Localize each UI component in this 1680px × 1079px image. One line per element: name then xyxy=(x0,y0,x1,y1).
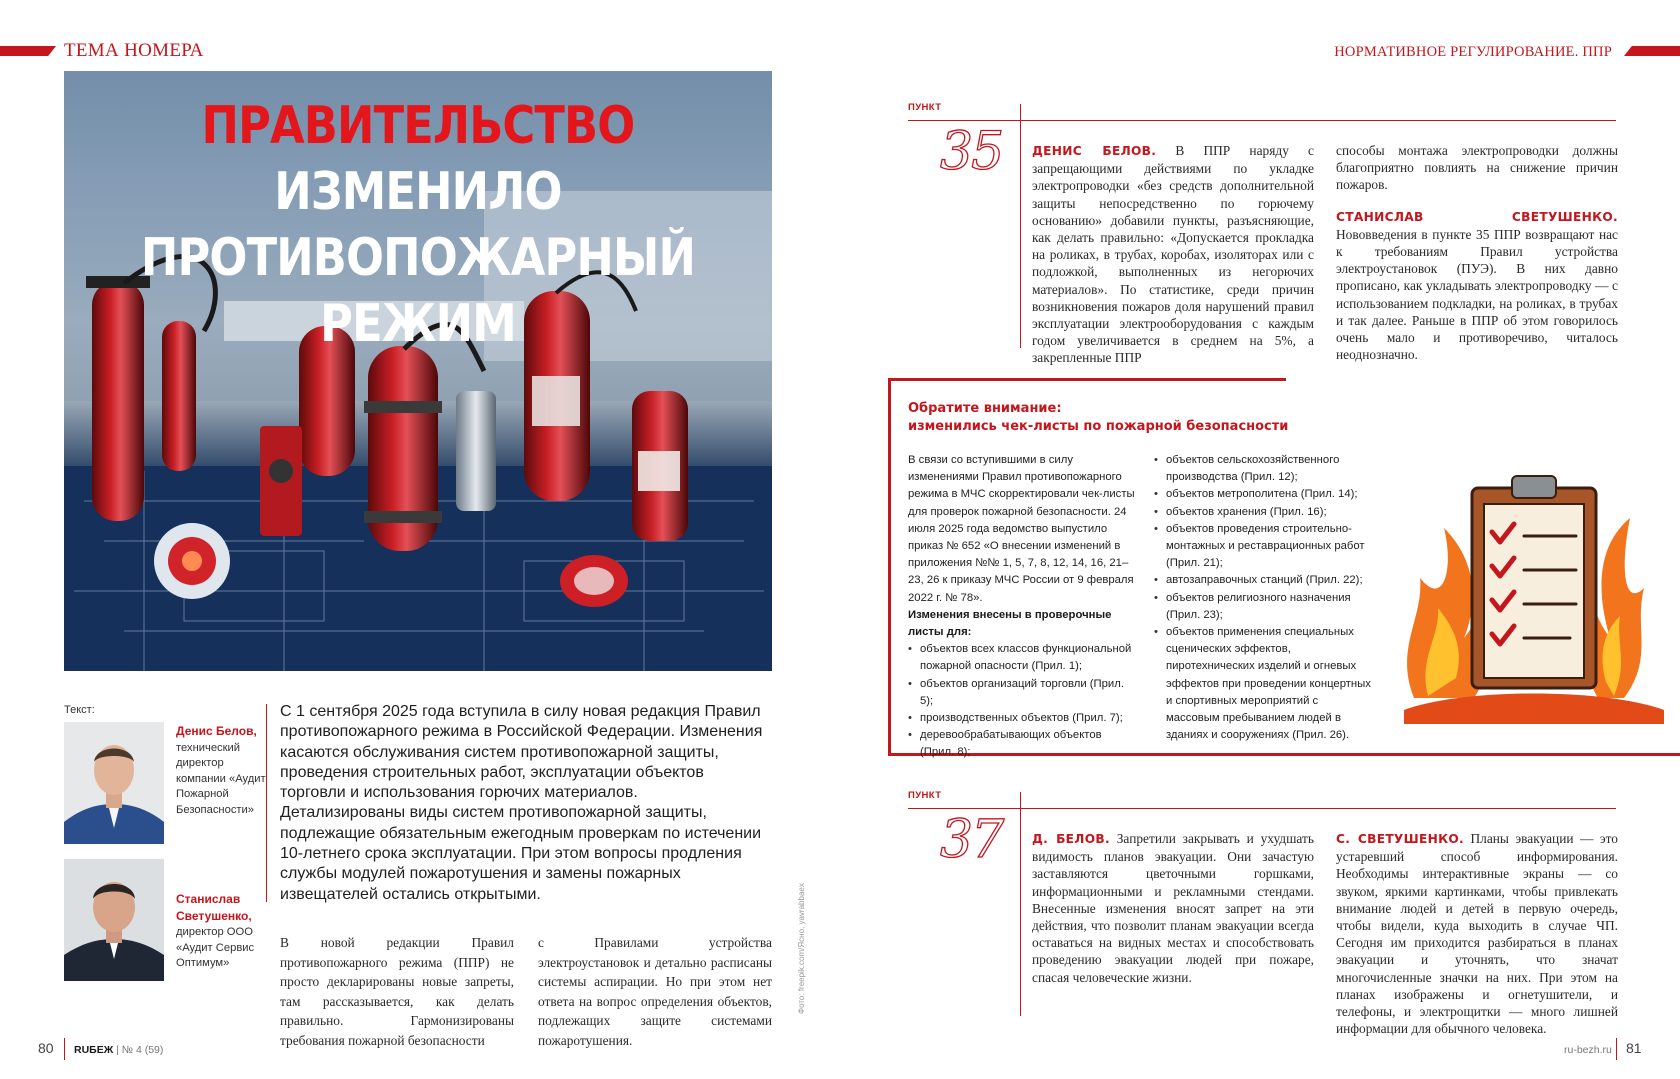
page-number-left: 80 xyxy=(38,1040,54,1056)
attention-title-line1: Обратите внимание: xyxy=(908,401,1062,416)
attention-column-1 xyxy=(908,452,1136,762)
list-item: • объектов метрополитена (Прил. 14); xyxy=(1154,486,1374,503)
author-name: Станислав Светушенко, xyxy=(176,892,252,923)
checklist-list-1 xyxy=(908,641,1136,761)
magazine-issue xyxy=(74,1044,163,1056)
lead-rule xyxy=(266,704,267,902)
list-item: • деревообрабатывающих объектов (Прил. 8); xyxy=(908,727,1136,761)
issue-number: | № 4 (59) xyxy=(116,1044,164,1056)
photo-credit: Фото: freepik.com/Ясно, yavrabbaex xyxy=(797,883,806,1014)
clipboard-icon xyxy=(1472,476,1596,688)
list-item: • автозаправочных станций (Прил. 22); xyxy=(1154,572,1374,589)
attention-box-top xyxy=(888,378,1286,381)
list-item: • объектов проведения строительно-монтажных и реставрационных работ (Прил. 21); xyxy=(1154,521,1374,573)
list-item: • объектов всех классов функциональной пожарной опасности (Прил. 1); xyxy=(908,641,1136,675)
website: ru-bezh.ru xyxy=(1564,1044,1612,1056)
author-photo-belov xyxy=(64,722,164,844)
speaker-text: Запретили закрывать и ухудшать видимость планов эвакуации. Они зачастую заставляются цветочными горшками, информационными и рекламными стендами. Внесенные изменения вносят запрет на эти действия, что позволит планам эвакуации всегда оставаться на видных местах и способствовать проведению эвакуации людей при пожаре, спасая человеческие жизни. xyxy=(1032,831,1314,985)
folio-divider xyxy=(64,1038,65,1060)
attention-intro: В связи со вступившими в силу изменениями Правил противопожарного режима в МЧС скорректировали чек-листы для проверок пожарной безопасности. 24 июля 2025 года ведомство выпустило приказ № 652 «О внесении изменений в приложения №№ 1, 5, 7, 8, 12, 14, 16, 21–23, 26 к приказу МЧС России от 9 февраля 2022 г. № 78». xyxy=(908,454,1135,604)
punkt-vertical-rule xyxy=(1020,792,1021,1016)
attention-title-line2: изменились чек-листы по пожарной безопасности xyxy=(908,419,1289,434)
punkt-label: ПУНКТ xyxy=(908,790,942,801)
header-accent-bar-right xyxy=(1624,46,1680,56)
attention-box-left xyxy=(888,378,891,756)
author-name: Денис Белов, xyxy=(176,724,257,738)
punkt-number: 37 xyxy=(940,810,1003,870)
punkt-vertical-rule xyxy=(1020,104,1021,348)
speaker-text: Планы эвакуации — это устаревший способ информирования. Необходимы интерактивные экраны — со звуком, яркими картинками, чтобы привлекать внимание людей и детей в первую очередь, чтобы видели, куда выходить в случае ЧП. Сегодня им приходится разбираться в планах эвакуации и уточнять, что значат многочисленные значки на них. При этом на планах изображены и огнетушители, и телефоны, и электрощитки — много лишней информации для обычного человека. xyxy=(1336,831,1619,1037)
list-item: • производственных объектов (Прил. 7); xyxy=(908,710,1136,727)
burning-checklist-illustration xyxy=(1384,448,1680,730)
header-accent-bar-left xyxy=(0,46,56,56)
attention-subtitle: Изменения внесены в проверочные листы для: xyxy=(908,608,1112,639)
speaker-name: Д. БЕЛОВ. xyxy=(1032,832,1110,846)
speaker-text: В ППР наряду с запрещающими действиями по укладке электропроводки «без средств дополнительной защиты непосредственно по горючему основанию» добавили пункты, разъясняющие, как делать правильно: «Допускается прокладка на роликах, в трубах, коробах, изоляторах или с подложкой, выполненных из негорючих материалов». По статистике, среди причин возникновения пожаров доля нарушений правил эксплуатации электрооборудования с каждым годом увеличивается в среднем на 5%, а закрепленные ППР xyxy=(1032,143,1314,366)
attention-title xyxy=(908,400,1288,436)
checklist-list-2 xyxy=(1154,452,1374,744)
list-item: • объектов хранения (Прил. 16); xyxy=(1154,504,1374,521)
punkt-label: ПУНКТ xyxy=(908,102,942,113)
attention-column-2 xyxy=(1154,452,1374,744)
list-item: • объектов сельскохозяйственного производства (Прил. 12); xyxy=(1154,452,1374,486)
author-svetushenko xyxy=(176,892,266,972)
list-item: • объектов организаций торговли (Прил. 5); xyxy=(908,676,1136,710)
section-title-right: НОРМАТИВНОЕ РЕГУЛИРОВАНИЕ. ППР xyxy=(1334,44,1612,60)
hero-title xyxy=(114,93,723,357)
author-belov xyxy=(176,724,266,818)
speaker-name: СТАНИСЛАВ СВЕТУШЕНКО. xyxy=(1336,209,1618,224)
body-column-2: с Правилами устройства электроустановок и детально расписаны системы аспирации. Но при этом нет ответа на вопрос определения объектов, подлежащих защите системами пожаротушения. xyxy=(538,935,772,1048)
punkt-rule xyxy=(908,808,1616,809)
punkt35-column-2 xyxy=(1336,142,1618,363)
punkt-rule xyxy=(908,120,1616,121)
speaker-name: ДЕНИС БЕЛОВ. xyxy=(1032,144,1157,158)
punkt-number: 35 xyxy=(940,122,1003,182)
punkt37-column-2 xyxy=(1336,830,1618,1037)
punkt35-column-1 xyxy=(1032,142,1314,367)
hero-title-red: ПРАВИТЕЛЬСТВО xyxy=(201,96,635,156)
speaker-name: С. СВЕТУШЕНКО. xyxy=(1336,832,1464,846)
page-number-right: 81 xyxy=(1626,1040,1642,1056)
column-intro: способы монтажа электропроводки должны благоприятно повлиять на снижение причин пожаров. xyxy=(1336,143,1618,193)
hero-image xyxy=(64,71,772,671)
author-role: технический директор компании «Аудит Пожарной Безопасности» xyxy=(176,741,266,816)
folio-divider xyxy=(1616,1038,1617,1060)
punkt37-column-1 xyxy=(1032,830,1314,986)
lead-paragraph: С 1 сентября 2025 года вступила в силу новая редакция Правил противопожарного режима в Российской Федерации. Изменения касаются обслуживания систем противопожарной защиты, проведения строительных работ, эксплуатации объектов торговли и использования горючих материалов. Детализированы виды систем противопожарной защиты, подлежащие обязательным ежегодным проверкам по истечении 10-летнего срока эксплуатации. При этом вопросы продления службы модулей пожаротушения и замены пожарных извещателей остались открытыми. xyxy=(280,703,763,903)
list-item: • объектов религиозного назначения (Прил. 23); xyxy=(1154,590,1374,624)
hero-title-line2: ПРОТИВОПОЖАРНЫЙ РЕЖИМ xyxy=(140,228,696,354)
list-item: • объектов применения специальных сценических эффектов, пиротехнических изделий и огневых эффектов при проведении концертных и спортивных мероприятий с массовым пребыванием людей в зданиях и сооружениях (Прил. 26). xyxy=(1154,624,1374,744)
hero-title-rest: ИЗМЕНИЛО xyxy=(274,162,562,222)
author-photo-svetushenko xyxy=(64,859,164,981)
magazine-name: RUБЕЖ xyxy=(74,1044,114,1056)
speaker-text: Нововведения в пункте 35 ППР возвращают нас к требованиям Правил устройства электроустановок (ПУЭ). В них давно прописано, как укладывать электропроводку — с использованием подкладки, на роликах, в трубах и так далее. Раньше в ППР об этом говорилось очень мало и противоречиво, читалось неоднозначно. xyxy=(1336,226,1618,363)
section-title-left: ТЕМА НОМЕРА xyxy=(64,40,204,61)
authors-label: Текст: xyxy=(64,704,95,716)
body-column-1: В новой редакции Правил противопожарного режима (ППР) не просто декларированы новые запреты, там рассказывается, как делать правильно. Гармонизированы требования пожарной безопасности xyxy=(280,935,514,1048)
author-role: директор ООО «Аудит Сервис Оптимум» xyxy=(176,926,255,969)
